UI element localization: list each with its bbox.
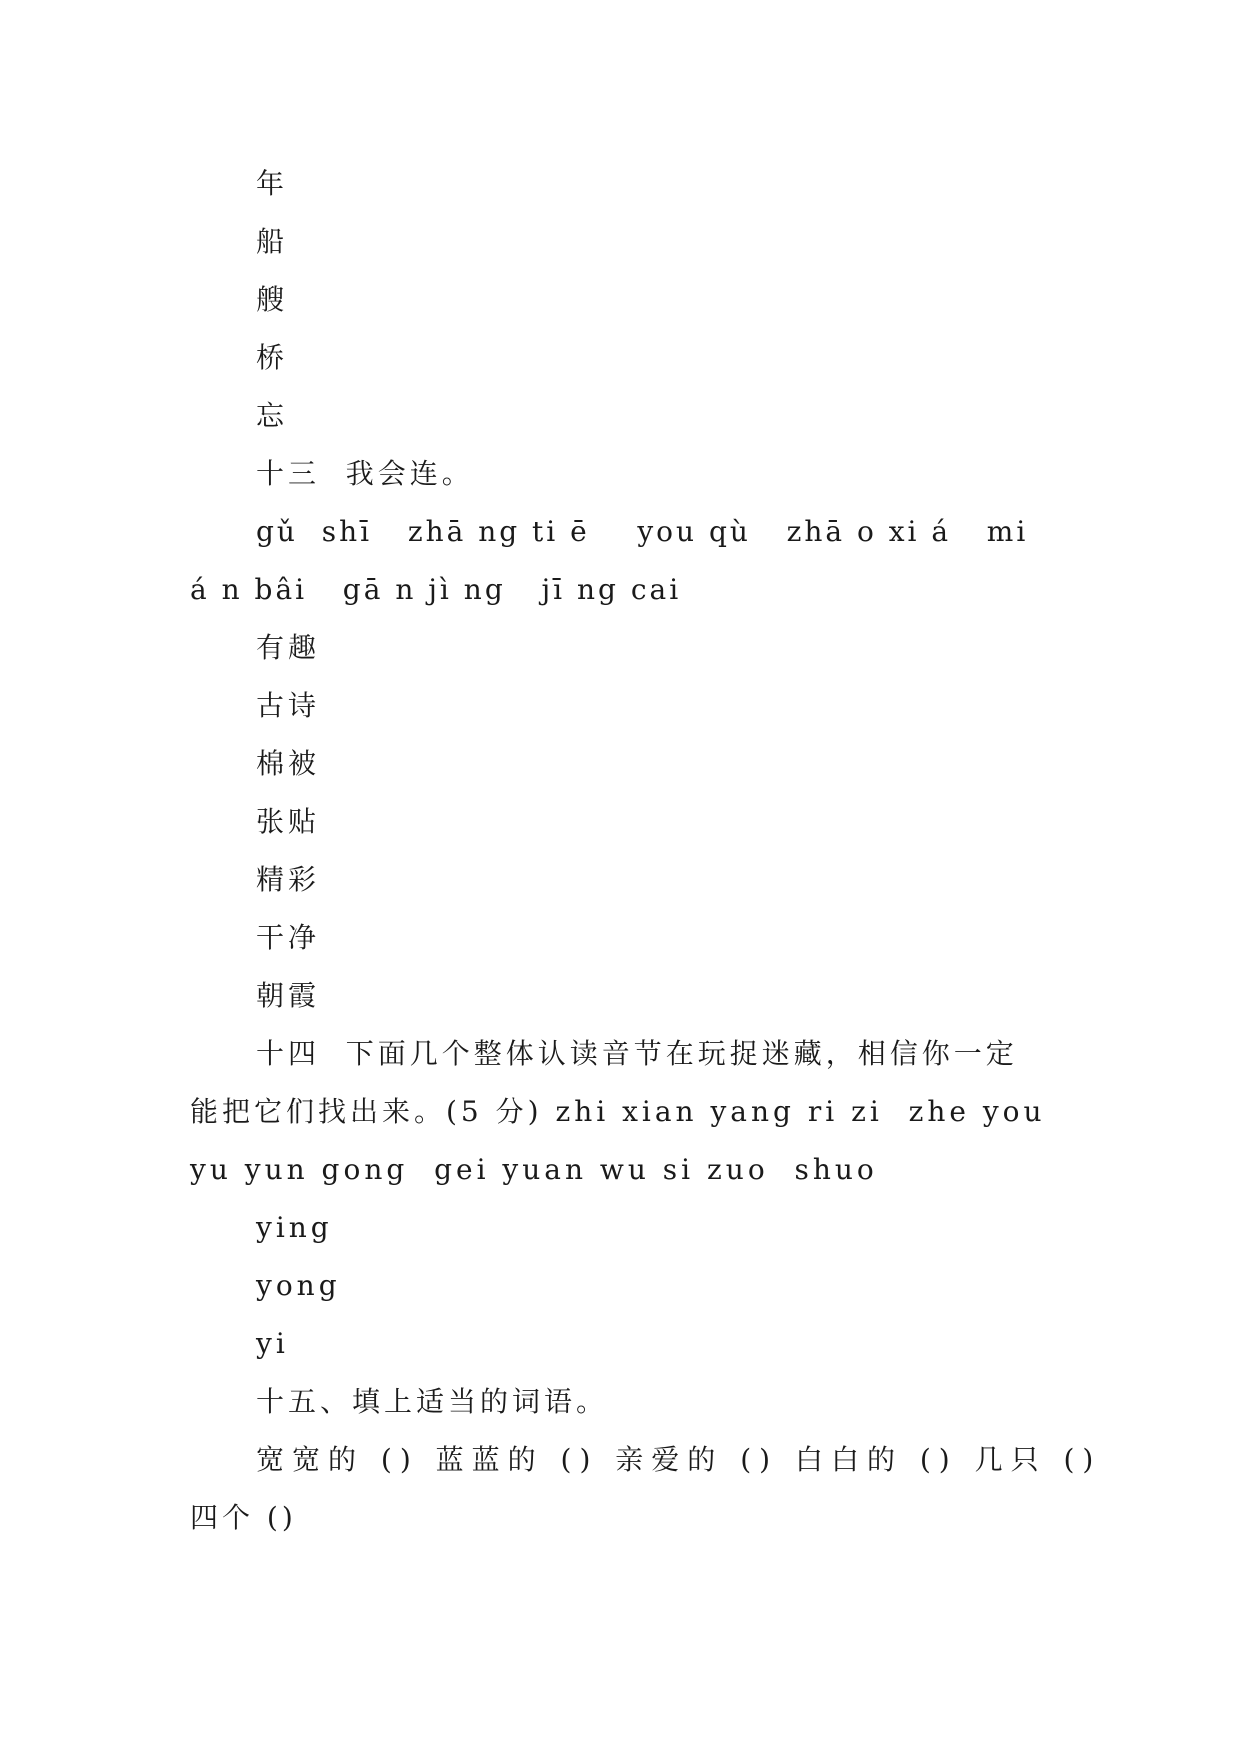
section-13-heading: 十三 我会连。: [256, 457, 474, 490]
syllable-ying: ying: [256, 1211, 333, 1244]
section-14-line-3: yu yun gong gei yuan wu si zuo shuo: [190, 1153, 878, 1186]
syllable-yong: yong: [256, 1269, 341, 1302]
pinyin-line-2: á n bâi gā n jì ng jī ng cai: [190, 573, 682, 606]
word-jingcai: 精彩: [256, 863, 321, 896]
section-14-line-2: 能把它们找出来。(5 分) zhi xian yang ri zi zhe you: [190, 1095, 1046, 1128]
char-nian: 年: [256, 167, 289, 200]
section-15-heading: 十五、填上适当的词语。: [256, 1385, 609, 1418]
word-zhaoxia: 朝霞: [256, 979, 321, 1012]
char-qiao: 桥: [256, 341, 289, 374]
word-ganjing: 干净: [256, 921, 321, 954]
char-wang: 忘: [256, 399, 289, 432]
pinyin-line-1: gǔ shī zhā ng ti ē you qù zhā o xi á mi: [256, 515, 1029, 548]
word-gushi: 古诗: [256, 689, 321, 722]
word-zhangtie: 张贴: [256, 805, 321, 838]
word-youqu: 有趣: [256, 631, 321, 664]
char-chuan: 船: [256, 225, 289, 258]
fill-in-line-2: 四个 (): [190, 1501, 297, 1534]
syllable-yi: yi: [256, 1327, 289, 1360]
word-mianbei: 棉被: [256, 747, 321, 780]
char-sou: 艘: [256, 283, 289, 316]
fill-in-line-1: 宽宽的 () 蓝蓝的 () 亲爱的 () 白白的 () 几只 (): [256, 1443, 1102, 1476]
section-14-heading: 十四 下面几个整体认读音节在玩捉迷藏，相信你一定: [256, 1037, 1018, 1070]
